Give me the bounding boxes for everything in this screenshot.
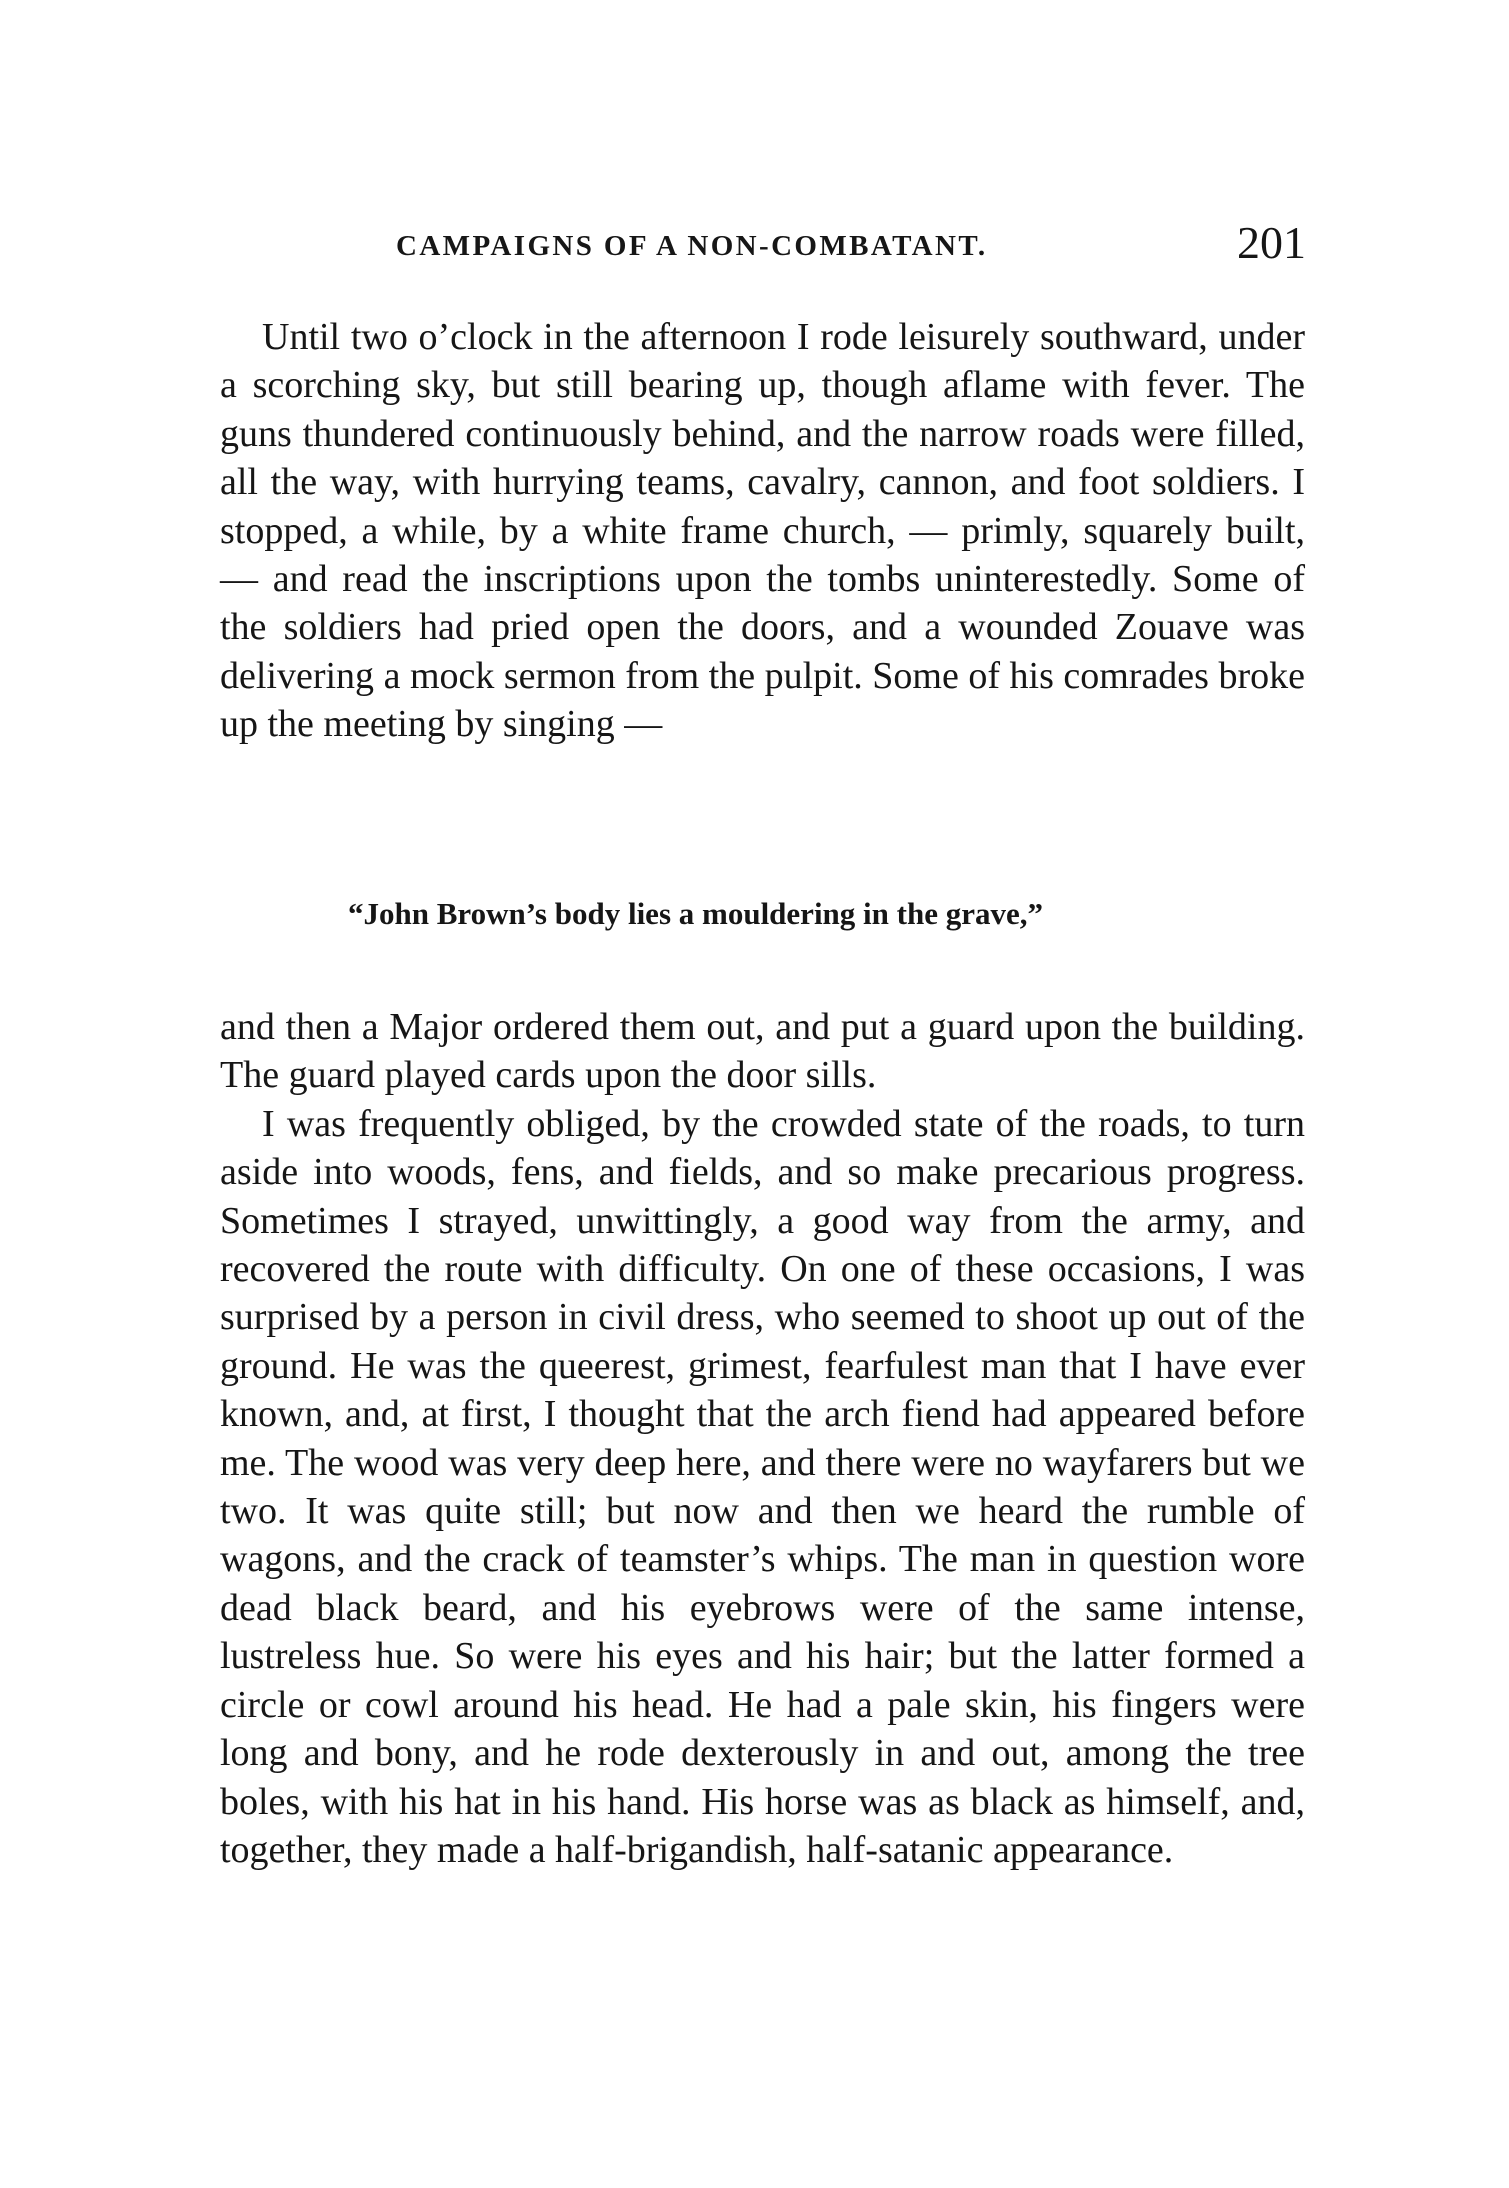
page-number: 201 bbox=[1237, 217, 1306, 268]
running-title: CAMPAIGNS OF A NON-COMBATANT. bbox=[396, 230, 988, 262]
paragraph: and then a Major ordered them out, and put a guard upon the building. The guard played cards upon the door sills. bbox=[220, 1006, 1305, 1097]
song-quotation: “John Brown’s body lies a mouldering in the grave,” bbox=[348, 896, 1043, 931]
paragraph: Until two o’clock in the afternoon I rode leisurely southward, under a scorching sky, but still bearing up, though aflame with fever. The guns thundered continuously behind, and the narrow roads were filled, all the way, with hurrying teams, cavalry, cannon, and foot soldiers. I stopped, a while, by a white frame church, — primly, squarely built, — and read the inscriptions upon the tombs uninterestedly. Some of the soldiers had pried open the doors, and a wounded Zouave was delivering a mock sermon from the pulpit. Some of his comrades broke up the meeting by singing — bbox=[220, 316, 1305, 746]
running-head bbox=[396, 217, 1306, 270]
paragraph: I was frequently obliged, by the crowded state of the roads, to turn aside into woods, fens, and fields, and so make precarious progress. Sometimes I strayed, unwittingly, a good way from the army, and recovered the route with difficulty. On one of these occasions, I was surprised by a person in civil dress, who seemed to shoot up out of the ground. He was the queerest, grimest, fearfulest man that I have ever known, and, at first, I thought that the arch fiend had appeared before me. The wood was very deep here, and there were no wayfarers but we two. It was quite still; but now and then we heard the rumble of wagons, and the crack of teamster’s whips. The man in question wore dead black beard, and his eyebrows were of the same intense, lustreless hue. So were his eyes and his hair; but the latter formed a circle or cowl around his head. He had a pale skin, his fingers were long and bony, and he rode dexterously in and out, among the tree boles, with his hat in his hand. His horse was as black as himself, and, together, they made a half-brigandish, half-satanic appearance. bbox=[220, 1102, 1305, 1871]
text-block-upper bbox=[220, 313, 1305, 749]
text-block-lower bbox=[220, 1003, 1305, 1874]
